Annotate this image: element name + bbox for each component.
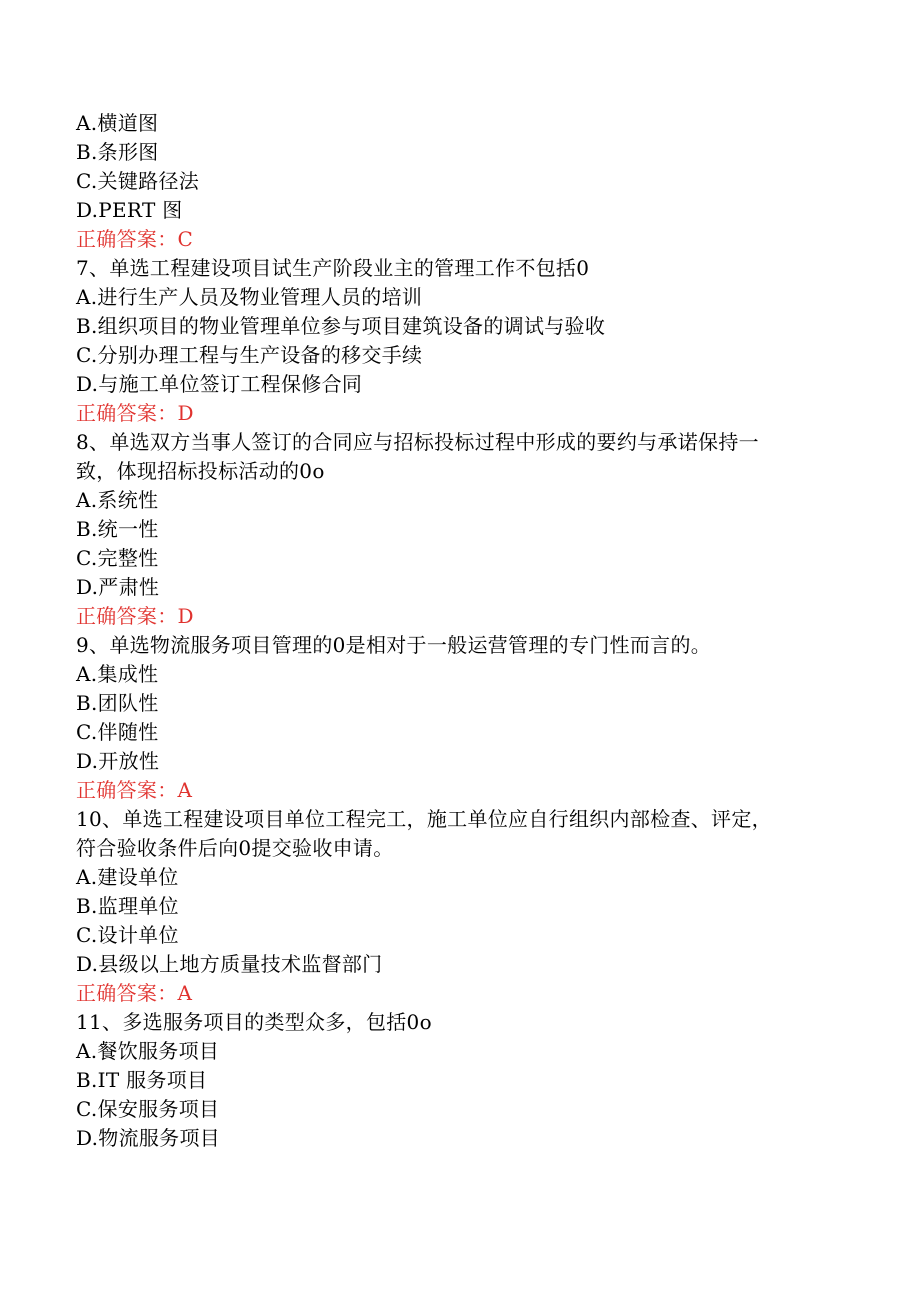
option-a: A.横道图 bbox=[76, 111, 159, 135]
correct-answer: 正确答案：A bbox=[76, 778, 193, 802]
question-7 bbox=[76, 254, 816, 428]
option-d: D.与施工单位签订工程保修合同 bbox=[76, 372, 363, 396]
option-a: A.餐饮服务项目 bbox=[76, 1039, 220, 1063]
option-b: B.条形图 bbox=[76, 140, 159, 164]
option-a: A.建设单位 bbox=[76, 865, 179, 889]
question-stem: 10、单选工程建设项目单位工程完工，施工单位应自行组织内部检查、评定， bbox=[76, 807, 772, 831]
option-b: B.统一性 bbox=[76, 517, 159, 541]
option-b: B.团队性 bbox=[76, 691, 159, 715]
question-stem: 9、单选物流服务项目管理的0是相对于一般运营管理的专门性而言的。 bbox=[76, 633, 712, 657]
question-stem: 11、多选服务项目的类型众多，包括0o bbox=[76, 1010, 432, 1034]
option-c: C.保安服务项目 bbox=[76, 1097, 220, 1121]
option-b: B.监理单位 bbox=[76, 894, 179, 918]
question-8 bbox=[76, 428, 816, 631]
option-b: B.IT 服务项目 bbox=[76, 1068, 208, 1092]
option-c: C.设计单位 bbox=[76, 923, 179, 947]
question-10 bbox=[76, 805, 816, 1008]
option-a: A.进行生产人员及物业管理人员的培训 bbox=[76, 285, 423, 309]
option-d: D.PERT 图 bbox=[76, 198, 183, 222]
question-stem: 8、单选双方当事人签订的合同应与招标投标过程中形成的要约与承诺保持一 bbox=[76, 430, 759, 454]
correct-answer: 正确答案：D bbox=[76, 604, 194, 628]
correct-answer: 正确答案：D bbox=[76, 401, 194, 425]
correct-answer: 正确答案：A bbox=[76, 981, 193, 1005]
option-c: C.关键路径法 bbox=[76, 169, 200, 193]
option-d: D.严肃性 bbox=[76, 575, 160, 599]
option-d: D.物流服务项目 bbox=[76, 1126, 221, 1150]
option-c: C.伴随性 bbox=[76, 720, 159, 744]
option-c: C.分别办理工程与生产设备的移交手续 bbox=[76, 343, 423, 367]
option-c: C.完整性 bbox=[76, 546, 159, 570]
option-d: D.开放性 bbox=[76, 749, 160, 773]
option-d: D.县级以上地方质量技术监督部门 bbox=[76, 952, 383, 976]
option-a: A.系统性 bbox=[76, 488, 159, 512]
option-a: A.集成性 bbox=[76, 662, 159, 686]
question-11 bbox=[76, 1008, 816, 1153]
document-body bbox=[76, 109, 816, 1153]
question-stem-continued: 符合验收条件后向0提交验收申请。 bbox=[76, 836, 394, 860]
question-9 bbox=[76, 631, 816, 805]
question-6-continuation bbox=[76, 109, 816, 254]
question-stem: 7、单选工程建设项目试生产阶段业主的管理工作不包括0 bbox=[76, 256, 590, 280]
question-stem-continued: 致，体现招标投标活动的0o bbox=[76, 459, 325, 483]
option-b: B.组织项目的物业管理单位参与项目建筑设备的调试与验收 bbox=[76, 314, 606, 338]
correct-answer: 正确答案：C bbox=[76, 227, 194, 251]
